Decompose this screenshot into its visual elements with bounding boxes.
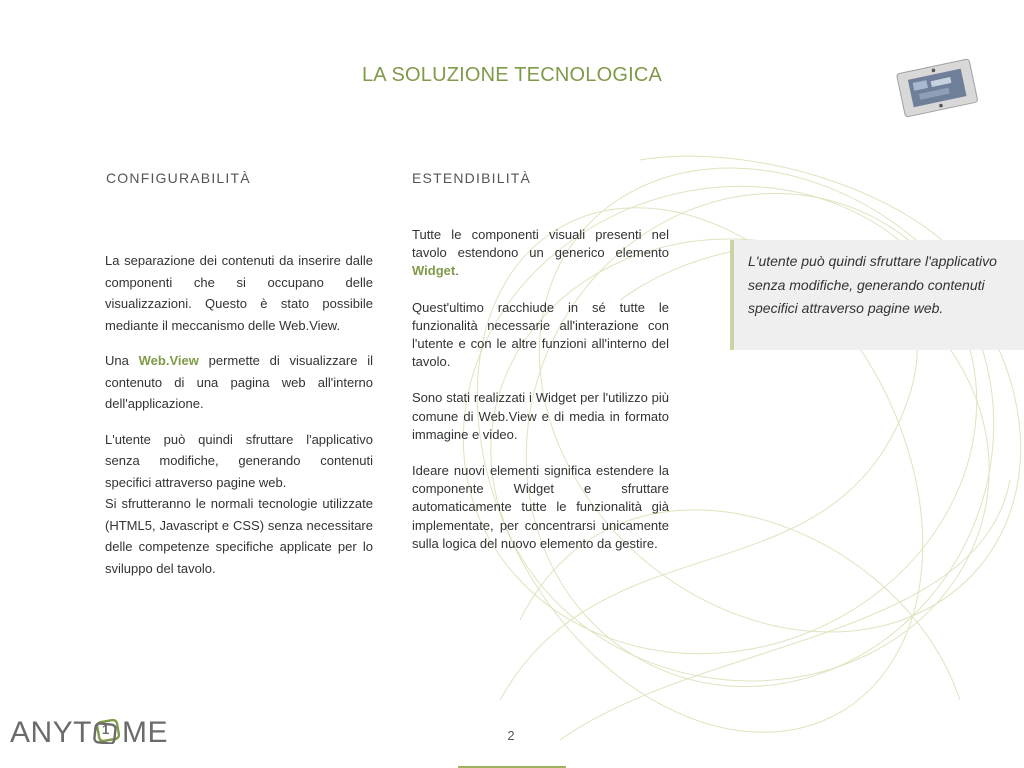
technologies-paragraph bbox=[105, 429, 373, 580]
widget-highlight: Widget bbox=[412, 263, 456, 279]
logo-text-after: ME bbox=[122, 716, 169, 749]
user-benefit-line: L'utente può quindi sfruttare l'applicativo senza modifiche, generando contenuti specifici attraverso pagine web. bbox=[105, 431, 373, 490]
new-elements-paragraph: Ideare nuovi elementi significa estendere la componente Widget e sfruttare automaticamente tutte le funzionalità già implementate, per concentrarsi unicamente sulla logica del nuovo elemento da gestire. bbox=[412, 463, 669, 551]
callout-quote: L'utente può quindi sfruttare l'applicativo senza modifiche, generando contenuti specifici attraverso pagine web. bbox=[730, 240, 1024, 350]
extensibility-text bbox=[412, 226, 669, 571]
widget-paragraph bbox=[412, 226, 669, 281]
widget-text-before: Tutte le componenti visuali presenti nel tavolo estendono un generico elemento bbox=[412, 227, 669, 261]
configurability-heading: CONFIGURABILITÀ bbox=[106, 170, 251, 186]
configurability-paragraph: La separazione dei contenuti da inserire dalle componenti che si occupano delle visualizzazioni. Questo è stato possibile mediante il meccanismo delle Web.View. bbox=[105, 253, 373, 333]
square-o-logo-icon bbox=[92, 718, 122, 744]
logo-text-before: ANYT bbox=[10, 716, 93, 749]
webview-paragraph bbox=[105, 350, 373, 415]
webview-text-before: Una bbox=[105, 353, 139, 368]
webview-highlight: Web.View bbox=[138, 353, 199, 368]
anytime-logo bbox=[10, 716, 168, 750]
configurability-text bbox=[105, 250, 373, 593]
webview-text-after: permette di visualizzare il contenuto di una pagina web all'interno dell'applicazione. bbox=[105, 353, 374, 411]
page-number: 2 bbox=[507, 728, 515, 743]
extensibility-heading: ESTENDIBILITÀ bbox=[412, 170, 532, 186]
slide-title: LA SOLUZIONE TECNOLOGICA bbox=[361, 64, 663, 86]
logo-icon-label: 1 bbox=[102, 722, 110, 737]
widget-implemented-paragraph: Sono stati realizzati i Widget per l'utilizzo più comune di Web.View e di media in formato immagine e video. bbox=[412, 390, 669, 442]
tablet-device-icon bbox=[894, 56, 980, 118]
widget-features-paragraph: Quest'ultimo racchiude in sé tutte le funzionalità necessarie all'interazione con l'utente e con le altre funzioni all'interno del tavolo. bbox=[412, 299, 669, 370]
technologies-line: Si sfrutteranno le normali tecnologie utilizzate (HTML5, Javascript e CSS) senza necessitare delle competenze specifiche applicate per lo sviluppo del tavolo. bbox=[105, 496, 373, 576]
widget-text-after: . bbox=[455, 263, 459, 279]
